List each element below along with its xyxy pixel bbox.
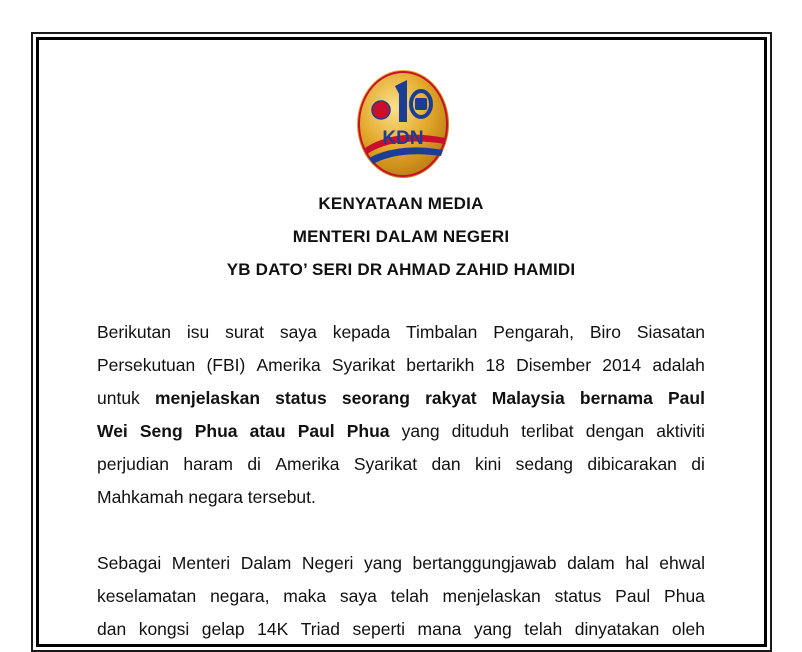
paragraph-word: haram — [183, 454, 233, 474]
logo-text: KDN — [382, 128, 424, 149]
paragraph-word: atau — [249, 421, 286, 441]
paragraph-word: hal — [625, 553, 649, 573]
paragraph-word: telah — [390, 586, 429, 606]
heading-minister-name: YB DATO’ SERI DR AHMAD ZAHID HAMIDI — [226, 260, 576, 279]
paragraph-word: Phua — [194, 421, 238, 441]
paragraph-word: 2014 — [602, 355, 642, 375]
paragraph-word: Mahkamah negara tersebut. — [97, 487, 316, 507]
paragraph-word: ehwal — [659, 553, 705, 573]
paragraph-word: Amerika — [275, 454, 340, 474]
paragraph-word: bertanggungjawab — [412, 553, 557, 573]
paragraph-line — [97, 580, 705, 613]
paragraph-word: menjelaskan — [154, 388, 261, 408]
paragraph-word: seperti — [352, 619, 406, 639]
paragraph-word: Pengarah, — [493, 322, 574, 342]
paragraph-word: keselamatan — [97, 586, 197, 606]
paragraph-word: Timbalan — [405, 322, 478, 342]
paragraph-word: seorang — [341, 388, 410, 408]
paragraph-word: Triad — [300, 619, 340, 639]
paragraph-word: dan — [97, 619, 127, 639]
paragraph-word: bernama — [579, 388, 653, 408]
paragraph-word: Amerika — [256, 355, 321, 375]
paragraph-word: sedang — [515, 454, 574, 474]
paragraph-line — [97, 382, 705, 415]
paragraph-line — [97, 481, 705, 514]
kdn-logo — [355, 68, 451, 180]
paragraph-word: negara, — [210, 586, 270, 606]
paragraph-word: yang — [401, 421, 440, 441]
paragraph-line — [97, 448, 705, 481]
paragraph-word: Siasatan — [636, 322, 705, 342]
paragraph-word: Phua — [346, 421, 390, 441]
paragraph-word: 18 — [485, 355, 505, 375]
paragraph-word: yang — [363, 553, 402, 573]
paragraph-word: status — [554, 586, 602, 606]
paragraph-word: terlibat — [521, 421, 574, 441]
heading-ministry: MENTERI DALAM NEGERI — [292, 227, 510, 246]
paragraph-word: Paul — [297, 421, 335, 441]
paragraph-word: Disember — [516, 355, 592, 375]
paragraph-word: Syarikat — [331, 355, 396, 375]
paragraph-word: adalah — [652, 355, 705, 375]
paragraph-line — [97, 415, 705, 448]
paragraph-word: dituduh — [451, 421, 510, 441]
paragraph-word: di — [691, 454, 705, 474]
paragraph-word: surat — [225, 322, 264, 342]
paragraph-word: dan — [431, 454, 461, 474]
paragraph-word: Menteri — [171, 553, 231, 573]
paragraph-word: perjudian — [97, 454, 169, 474]
paragraph-word: status — [275, 388, 327, 408]
paragraph-word: rakyat — [425, 388, 477, 408]
paragraph-word: dinyatakan — [574, 619, 660, 639]
paragraph-word: maka — [283, 586, 327, 606]
paragraph-word: Negeri — [301, 553, 354, 573]
paragraph-word: di — [247, 454, 261, 474]
paragraph-word: gelap — [201, 619, 245, 639]
paragraph-word: mana — [417, 619, 462, 639]
paragraph-word: kongsi — [138, 619, 190, 639]
paragraph-word: saya — [279, 322, 317, 342]
paragraph-word: telah — [524, 619, 563, 639]
paragraph-word: saya — [339, 586, 377, 606]
paragraph-line — [97, 316, 705, 349]
paragraph-word: Malaysia — [491, 388, 565, 408]
paragraph-line — [97, 349, 705, 382]
paragraph-word: Paul — [615, 586, 651, 606]
paragraph-word: yang — [473, 619, 512, 639]
paragraph-1 — [97, 316, 705, 514]
paragraph-word: kepada — [332, 322, 391, 342]
paragraph-word: Paul — [667, 388, 705, 408]
paragraph-word: Seng — [139, 421, 183, 441]
paragraph-word: kini — [475, 454, 502, 474]
paragraph-2 — [97, 547, 705, 646]
paragraph-word: Persekutuan — [97, 355, 196, 375]
paragraph-word: Sebagai — [97, 553, 162, 573]
paragraph-word: aktiviti — [656, 421, 705, 441]
paragraph-word: untuk — [97, 388, 140, 408]
paragraph-word: bertarikh — [406, 355, 475, 375]
paragraph-word: dengan — [585, 421, 645, 441]
paragraph-word: 14K — [257, 619, 289, 639]
paragraph-word: isu — [186, 322, 210, 342]
paragraph-word: Berikutan — [97, 322, 171, 342]
paragraph-word: oleh — [671, 619, 705, 639]
paragraph-word: menjelaskan — [442, 586, 541, 606]
paragraph-word: Biro — [589, 322, 621, 342]
paragraph-word: Syarikat — [353, 454, 418, 474]
paragraph-word: Dalam — [240, 553, 292, 573]
paragraph-word: dibicarakan — [587, 454, 677, 474]
heading-title: KENYATAAN MEDIA — [318, 194, 484, 213]
paragraph-line — [97, 547, 705, 580]
paragraph-word: dalam — [567, 553, 615, 573]
paragraph-word: Wei — [97, 421, 128, 441]
paragraph-word: Phua — [664, 586, 705, 606]
paragraph-word: (FBI) — [206, 355, 246, 375]
